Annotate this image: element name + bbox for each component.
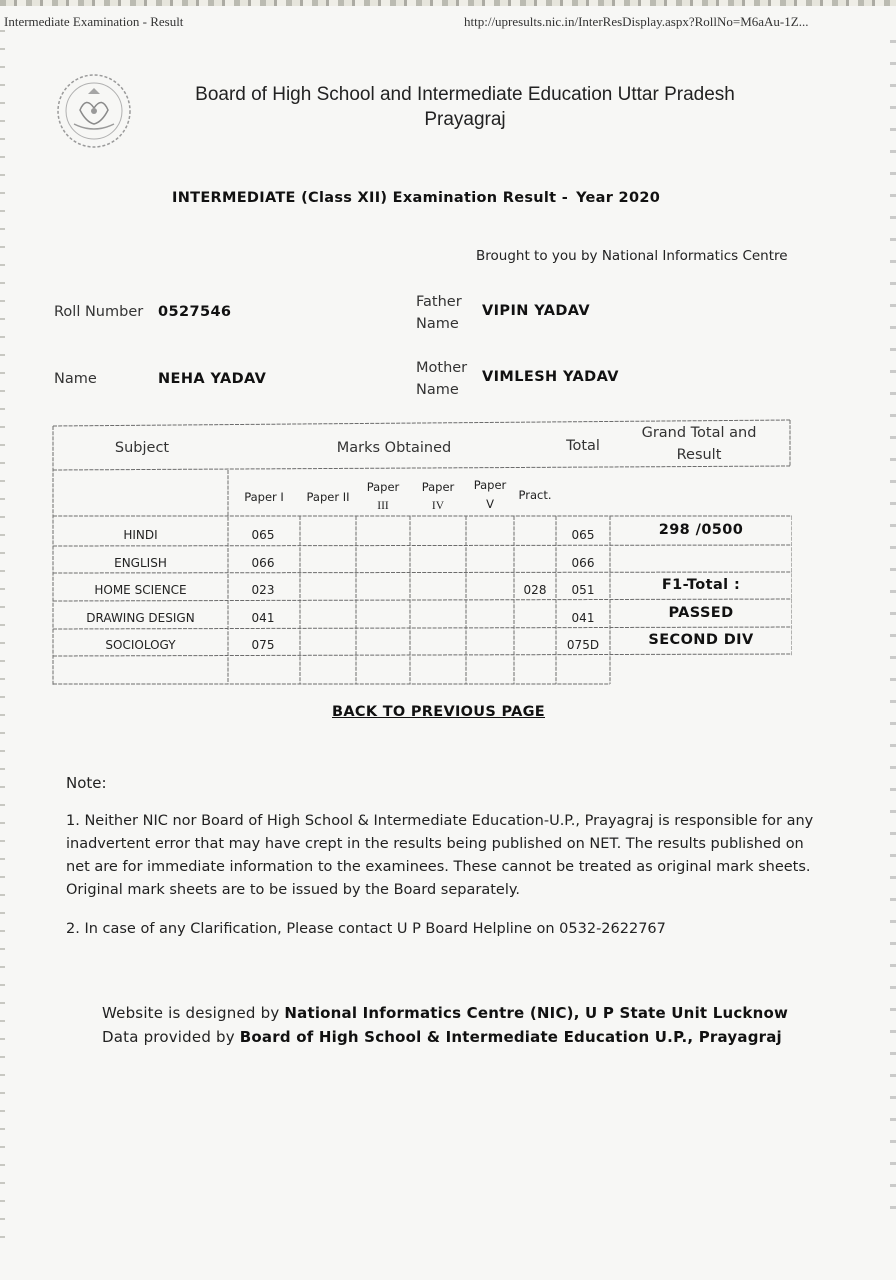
footer-data-provided-by bbox=[102, 1028, 822, 1046]
footer-data-provided-org: Board of High School & Intermediate Education U.P., Prayagraj bbox=[239, 1028, 782, 1046]
table-cell-paper1: 065 bbox=[251, 528, 275, 542]
name-label: Name bbox=[54, 371, 97, 387]
subheader-paper4-numeral: IV bbox=[431, 500, 445, 512]
footer-data-provided-prefix: Data provided by bbox=[102, 1028, 235, 1046]
table-cell-result: SECOND DIV bbox=[648, 632, 754, 648]
header-grand-total-line2: Result bbox=[676, 447, 722, 463]
footer-designed-by bbox=[102, 1004, 822, 1022]
header-grand-total-line1: Grand Total and bbox=[641, 425, 757, 441]
table-cell-paper1: 041 bbox=[251, 611, 275, 625]
table-cell-total: 065 bbox=[571, 528, 595, 542]
table-cell-total: 075D bbox=[566, 638, 600, 652]
table-cell-pract: 028 bbox=[523, 583, 547, 597]
subheader-paper4-word: Paper bbox=[421, 480, 455, 494]
paper-top-edge bbox=[0, 0, 896, 6]
subheader-paper3-numeral: III bbox=[377, 500, 389, 512]
board-title-line2: Prayagraj bbox=[424, 109, 506, 130]
subheader-paper3 bbox=[356, 478, 410, 516]
table-cell-paper1: 066 bbox=[251, 556, 275, 570]
print-page-title: Intermediate Examination - Result bbox=[4, 14, 184, 29]
results-table bbox=[52, 418, 792, 688]
paper-right-edge bbox=[890, 40, 896, 1220]
table-cell-paper1: 075 bbox=[251, 638, 275, 652]
table-cell-subject: HOME SCIENCE bbox=[94, 583, 187, 597]
header-total: Total bbox=[566, 438, 600, 454]
subheader-paper3-word: Paper bbox=[366, 480, 400, 494]
table-cell-subject: ENGLISH bbox=[114, 556, 167, 570]
subheader-paper5-numeral: V bbox=[486, 497, 494, 511]
up-government-emblem-icon bbox=[50, 70, 138, 152]
table-cell-total: 041 bbox=[571, 611, 595, 625]
note-title: Note: bbox=[66, 774, 107, 792]
table-cell-total: 066 bbox=[571, 556, 595, 570]
mother-label-line2: Name bbox=[416, 382, 459, 398]
note-1: 1. Neither NIC nor Board of High School & Intermediate Education-U.P., Prayagraj is responsible for any inadvertent error that may have crept in the results being published on NET. The results published on net are for immediate information to the examinees. These cannot be treated as original mark sheets. Original mark sheets are to be issued by the Board separately. bbox=[66, 813, 814, 898]
name-value: NEHA YADAV bbox=[158, 371, 267, 387]
header-subject: Subject bbox=[114, 440, 170, 456]
subheader-paper1: Paper I bbox=[244, 490, 284, 504]
subheader-paper4 bbox=[410, 478, 466, 516]
print-url: http://upresults.nic.in/InterResDisplay.aspx?RollNo=M6aAu-1Z... bbox=[464, 14, 809, 29]
nic-credit: Brought to you by National Informatics Centre bbox=[476, 248, 788, 264]
footer-designed-by-org: National Informatics Centre (NIC), U P State Unit Lucknow bbox=[284, 1004, 789, 1022]
table-cell-subject: SOCIOLOGY bbox=[105, 638, 176, 652]
subheader-paper2: Paper II bbox=[306, 490, 350, 504]
board-title bbox=[150, 82, 780, 132]
roll-number-label: Roll Number bbox=[54, 304, 144, 320]
back-to-previous-page-link[interactable]: BACK TO PREVIOUS PAGE bbox=[332, 704, 545, 720]
table-cell-subject: DRAWING DESIGN bbox=[86, 611, 195, 625]
table-cell-result: PASSED bbox=[668, 605, 734, 621]
father-name-value: VIPIN YADAV bbox=[482, 303, 591, 319]
board-title-line1: Board of High School and Intermediate Education Uttar Pradesh bbox=[195, 84, 735, 105]
header-marks-obtained: Marks Obtained bbox=[336, 440, 452, 456]
roll-number-value: 0527546 bbox=[158, 304, 232, 320]
exam-title bbox=[172, 190, 660, 206]
table-cell-result: F1-Total : bbox=[661, 577, 741, 593]
father-label-line2: Name bbox=[416, 316, 459, 332]
mother-name-value: VIMLESH YADAV bbox=[482, 369, 619, 385]
father-label-line1: Father bbox=[416, 294, 462, 310]
paper-left-edge bbox=[0, 30, 5, 1240]
subheader-practical: Pract. bbox=[518, 488, 552, 502]
mother-label-line1: Mother bbox=[416, 360, 468, 376]
table-cell-result: 298 /0500 bbox=[658, 522, 744, 538]
table-cell-paper1: 023 bbox=[251, 583, 275, 597]
table-cell-total: 051 bbox=[571, 583, 595, 597]
note-2: 2. In case of any Clarification, Please contact U P Board Helpline on 0532-2622767 bbox=[66, 921, 666, 937]
exam-title-text: INTERMEDIATE (Class XII) Examination Result - bbox=[172, 190, 569, 206]
subheader-paper5 bbox=[466, 476, 514, 514]
subheader-paper5-word: Paper bbox=[473, 478, 507, 492]
exam-year: Year 2020 bbox=[576, 190, 661, 206]
print-header bbox=[0, 14, 896, 36]
footer-designed-by-prefix: Website is designed by bbox=[102, 1004, 280, 1022]
table-cell-subject: HINDI bbox=[123, 528, 158, 542]
